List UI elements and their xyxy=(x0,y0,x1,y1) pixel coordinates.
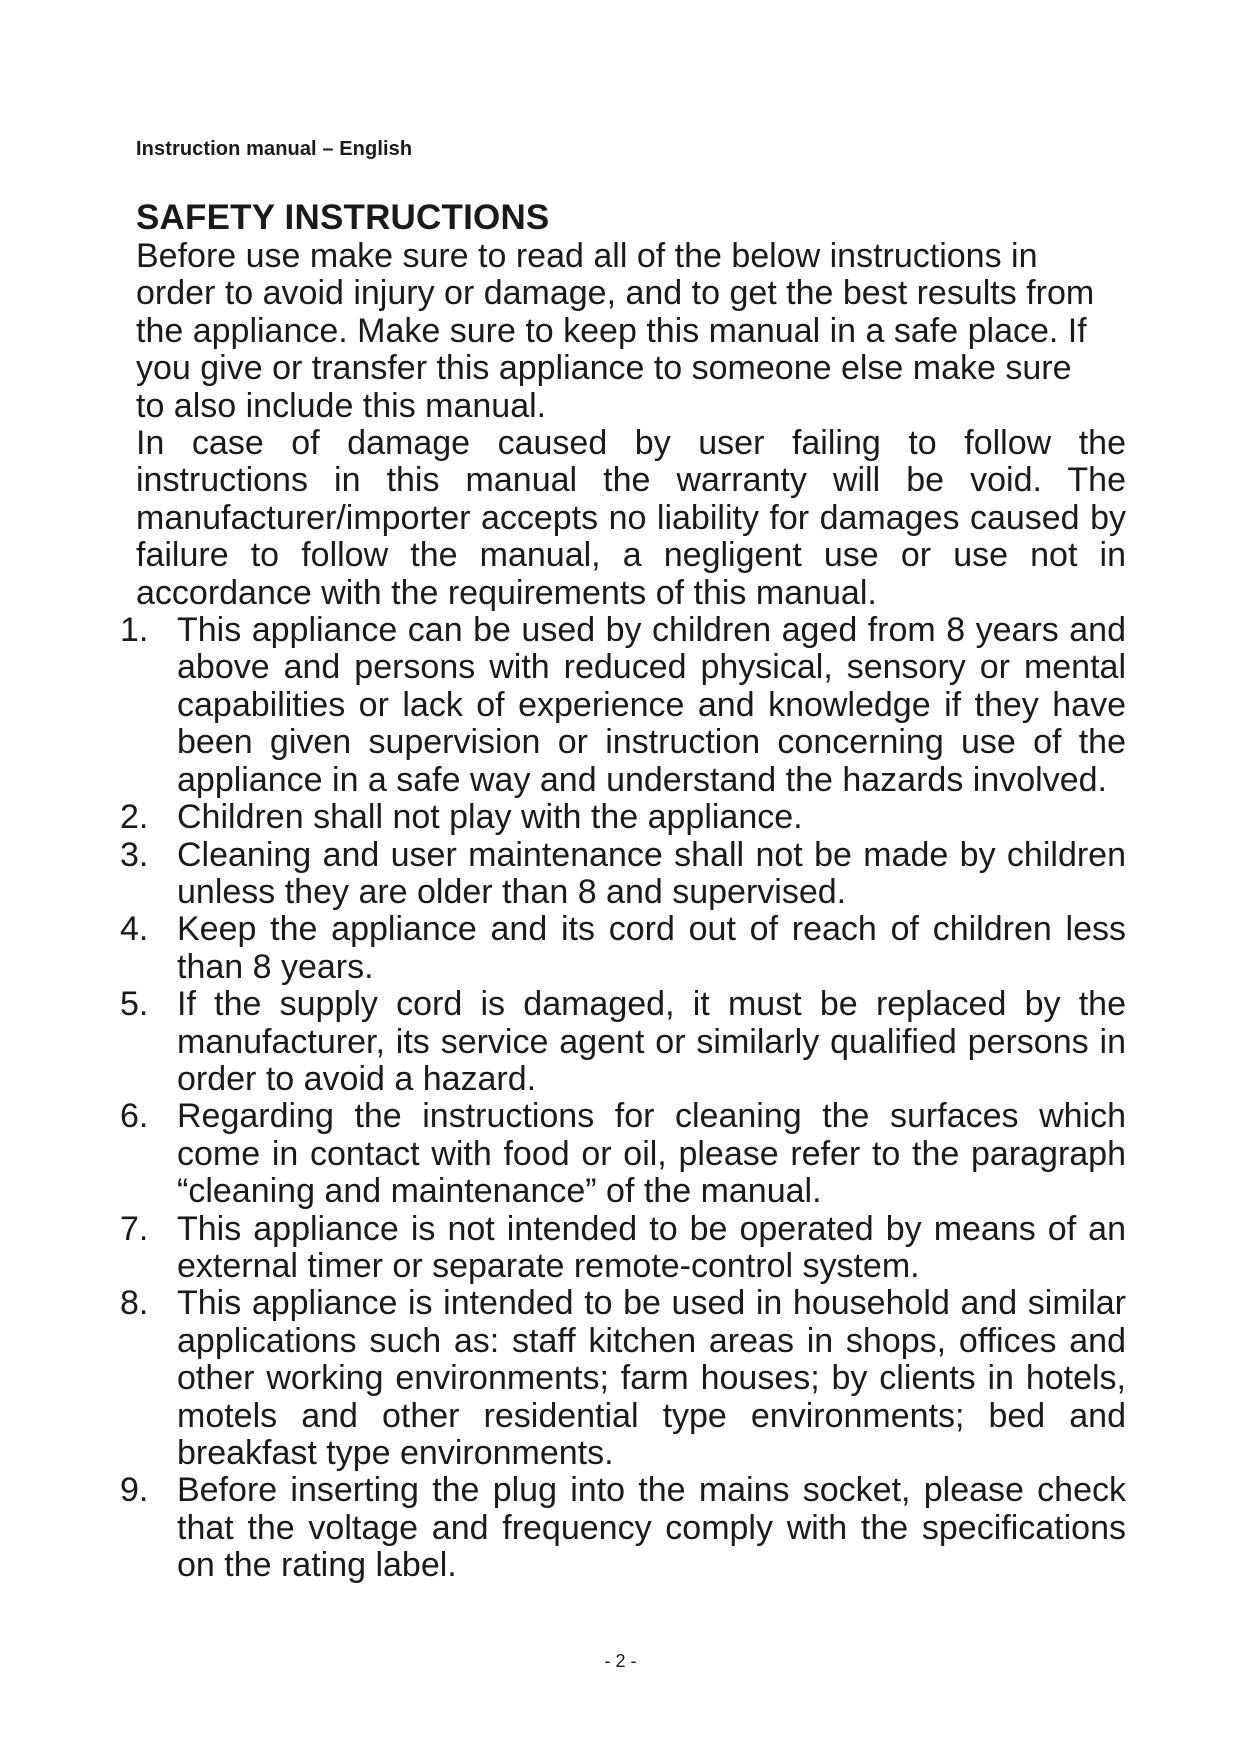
instruction-item xyxy=(120,798,1126,837)
instruction-number: 4. xyxy=(120,910,149,949)
intro-paragraph: Before use make sure to read all of the below instructions in order to avoid injury or damage, and to get the best results from the appliance. Make sure to keep this manual in a safe place. If you give or transfer this appliance to someone else make sure to also include this manual. xyxy=(136,237,1095,425)
instruction-text: This appliance can be used by children aged from 8 years and above and persons with reduced physical, sensory or mental capabilities or lack of experience and knowledge if they have been given supervision or instruction concerning use of the appliance in a safe way and understand the hazards involved. xyxy=(177,611,1126,799)
safety-instructions-title: SAFETY INSTRUCTIONS xyxy=(136,198,550,237)
instruction-text: Keep the appliance and its cord out of reach of children less than 8 years. xyxy=(177,910,1126,986)
instruction-item xyxy=(120,1209,1126,1286)
instruction-number: 9. xyxy=(120,1471,149,1510)
instruction-text: If the supply cord is damaged, it must be replaced by the manufacturer, its service agent or similarly qualified persons in order to avoid a hazard. xyxy=(177,985,1126,1098)
instruction-item xyxy=(120,1284,1126,1472)
safety-instructions-body xyxy=(120,237,1126,1585)
instruction-item xyxy=(120,835,1126,912)
page-number: - 2 - xyxy=(604,1651,637,1671)
warranty-paragraph: In case of damage caused by user failing to follow the instructions in this manual the warranty will be void. The manufacturer/importer accepts no liability for damages caused by failure to follow the manual, a negligent use or use not in accordance with the requirements of this manual. xyxy=(136,424,1126,612)
instruction-text: This appliance is not intended to be operated by means of an external timer or separate remote-control system. xyxy=(177,1209,1126,1285)
safety-instructions-list xyxy=(120,611,1126,1585)
instruction-item xyxy=(120,1097,1126,1211)
instruction-text: Before inserting the plug into the mains socket, please check that the voltage and frequency comply with the specifications on the rating label. xyxy=(177,1471,1126,1585)
instruction-text: This appliance is intended to be used in household and similar applications such as: staff kitchen areas in shops, offices and other working environments; farm houses; by clients in hotels, motels and other residential type environments; bed and breakfast type environments. xyxy=(177,1284,1126,1472)
instruction-text: Regarding the instructions for cleaning the surfaces which come in contact with food or oil, please refer to the paragraph “cleaning and maintenance” of the manual. xyxy=(177,1097,1126,1211)
instruction-number: 3. xyxy=(120,835,149,874)
instruction-number: 1. xyxy=(120,611,149,650)
instruction-item xyxy=(120,1471,1126,1585)
instruction-number: 5. xyxy=(120,985,149,1024)
instruction-number: 7. xyxy=(120,1209,149,1248)
instruction-number: 8. xyxy=(120,1284,149,1323)
instruction-number: 6. xyxy=(120,1097,149,1136)
instruction-number: 2. xyxy=(120,798,149,837)
instruction-item xyxy=(120,985,1126,1098)
instruction-text: Cleaning and user maintenance shall not be made by children unless they are older than 8 and supervised. xyxy=(177,835,1126,911)
document-header-label: Instruction manual – English xyxy=(136,138,413,160)
instruction-item xyxy=(120,611,1126,799)
instruction-item xyxy=(120,910,1126,986)
instruction-text: Children shall not play with the appliance. xyxy=(177,798,803,837)
